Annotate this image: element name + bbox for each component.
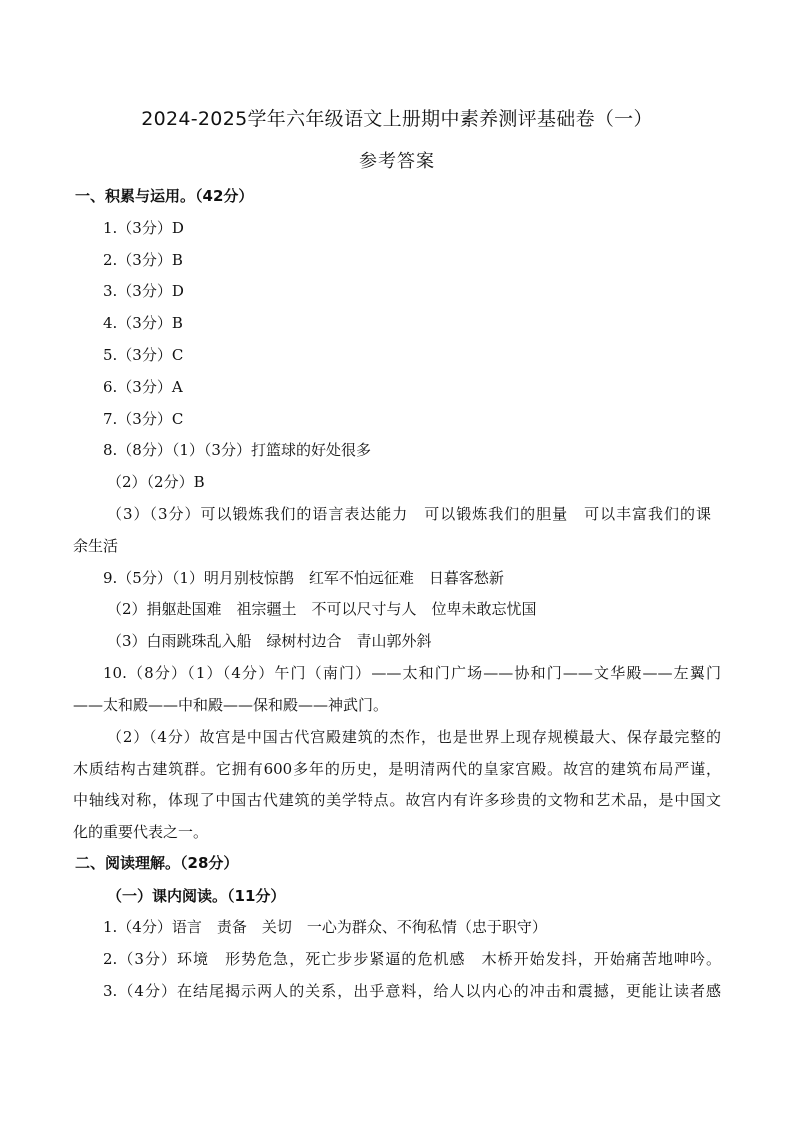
answer-line: 余生活: [73, 537, 119, 555]
answer-line: 中轴线对称，体现了中国古代建筑的美学特点。故宫内有许多珍贵的文物和艺术品，是中国文: [73, 791, 721, 809]
answer-line: （2）捐躯赴国难 祖宗疆土 不可以尺寸与人 位卑未敢忘忧国: [107, 600, 537, 618]
answer-line: 2.（3分）环境 形势危急，死亡步步紧逼的危机感 木桥开始发抖，开始痛苦地呻吟。: [103, 950, 721, 968]
answer-line: 2.（3分）B: [103, 251, 183, 269]
answer-line: 5.（3分）C: [103, 346, 184, 364]
answer-line: 化的重要代表之一。: [73, 823, 209, 841]
answer-line: 6.（3分）A: [103, 378, 183, 396]
answer-line: ——太和殿——中和殿——保和殿——神武门。: [73, 696, 389, 714]
answer-line: 10.（8分）（1）（4分）午门（南门）——太和门广场——协和门——文华殿——左翼门: [103, 664, 721, 682]
answer-line: （3）（3分）可以锻炼我们的语言表达能力 可以锻炼我们的胆量 可以丰富我们的课: [107, 505, 711, 523]
answer-line: 木质结构古建筑群。它拥有600多年的历史，是明清两代的皇家宫殿。故宫的建筑布局严谨，: [73, 760, 721, 778]
answer-line: 7.（3分）C: [103, 410, 184, 428]
answer-line: 4.（3分）B: [103, 314, 183, 332]
subsection-heading-in-class-reading: （一）课内阅读。（11分）: [107, 887, 286, 905]
section-heading-accumulation: 一、积累与运用。（42分）: [75, 187, 254, 205]
answer-line: （2）（2分）B: [107, 473, 205, 491]
answer-line: （2）（4分）故宫是中国古代宫殿建筑的杰作，也是世界上现存规模最大、保存最完整的: [107, 728, 721, 746]
answer-line: 3.（4分）在结尾揭示两人的关系，出乎意料，给人以内心的冲击和震撼，更能让读者感: [103, 982, 721, 1000]
section-heading-reading: 二、阅读理解。（28分）: [75, 854, 239, 872]
answer-line: 1.（3分）D: [103, 219, 184, 237]
answer-line: （3）白雨跳珠乱入船 绿树村边合 青山郭外斜: [107, 632, 432, 650]
answer-line: 8.（8分）（1）（3分）打篮球的好处很多: [103, 441, 371, 459]
answer-line: 1.（4分）语言 责备 关切 一心为群众、不徇私情（忠于职守）: [103, 918, 547, 936]
answer-line: 9.（5分）（1）明月别枝惊鹊 红军不怕远征难 日暮客愁新: [103, 569, 504, 587]
answer-line: 3.（3分）D: [103, 282, 184, 300]
document-title: 2024-2025学年六年级语文上册期中素养测评基础卷（一）: [141, 108, 653, 130]
document-subtitle: 参考答案: [359, 151, 435, 172]
